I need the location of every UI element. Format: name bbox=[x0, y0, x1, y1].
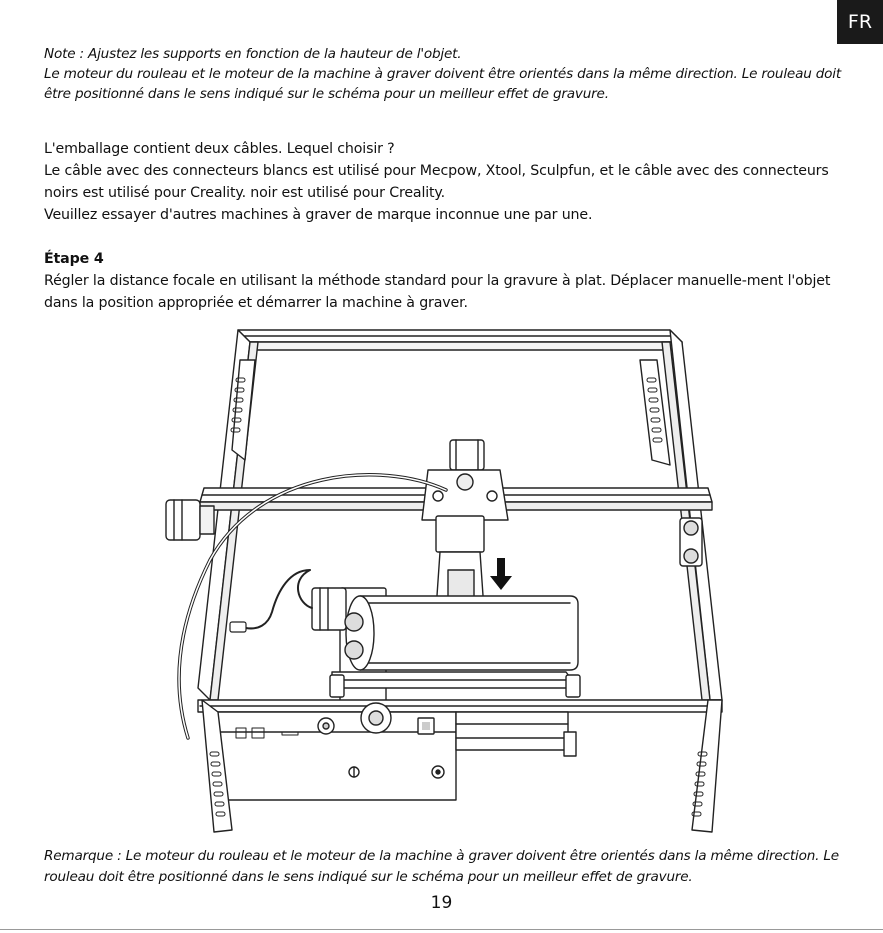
step-block bbox=[44, 248, 844, 314]
front-right-rail bbox=[456, 712, 576, 756]
right-rail bbox=[662, 330, 722, 700]
note-line-2: Le moteur du rouleau et le moteur de la machine à graver doivent être orientés dans la même direction. Le rouleau doit être positionné dans le sens indiqué sur le schéma pour un meilleur effet de gravure. bbox=[44, 66, 841, 102]
remark-block bbox=[44, 846, 854, 888]
back-rail bbox=[238, 330, 682, 350]
step-title: Étape 4 bbox=[44, 251, 104, 267]
front-rail bbox=[198, 700, 722, 712]
page-number: 19 bbox=[430, 893, 453, 913]
language-badge: FR bbox=[837, 0, 883, 44]
step-instructions: Régler la distance focale en utilisant la méthode standard pour la gravure à plat. Déplacer manuelle-ment l'objet dans la position appropriée et démarrer la machine à graver. bbox=[44, 273, 831, 311]
control-panel bbox=[216, 703, 456, 800]
cable-answer: Le câble avec des connecteurs blancs est utilisé pour Mecpow, Xtool, Sculpfun, et le câble avec des connecteurs noirs est utilisé pour Creality. noir est utilisé pour Creality. bbox=[44, 163, 829, 201]
front-right-foot bbox=[692, 700, 722, 832]
engraver-roller-illustration bbox=[160, 320, 740, 840]
roller-cable bbox=[246, 570, 312, 628]
bottom-divider bbox=[0, 929, 883, 930]
note-line-1: Note : Ajustez les supports en fonction de la hauteur de l'objet. bbox=[44, 46, 462, 62]
left-y-motor bbox=[166, 500, 214, 540]
remark-text: Remarque : Le moteur du rouleau et le moteur de la machine à graver doivent être orientés dans la même direction. Le rouleau doit être positionné dans le sens indiqué sur le schéma pour un meilleur effet de gravure. bbox=[44, 848, 839, 885]
note-block bbox=[44, 44, 844, 104]
right-wheels bbox=[680, 518, 702, 566]
cable-question: L'emballage contient deux câbles. Lequel choisir ? bbox=[44, 141, 395, 157]
down-arrow-icon bbox=[490, 558, 512, 590]
cable-info-block bbox=[44, 138, 844, 226]
cable-advice: Veuillez essayer d'autres machines à graver de marque inconnue une par une. bbox=[44, 207, 593, 223]
